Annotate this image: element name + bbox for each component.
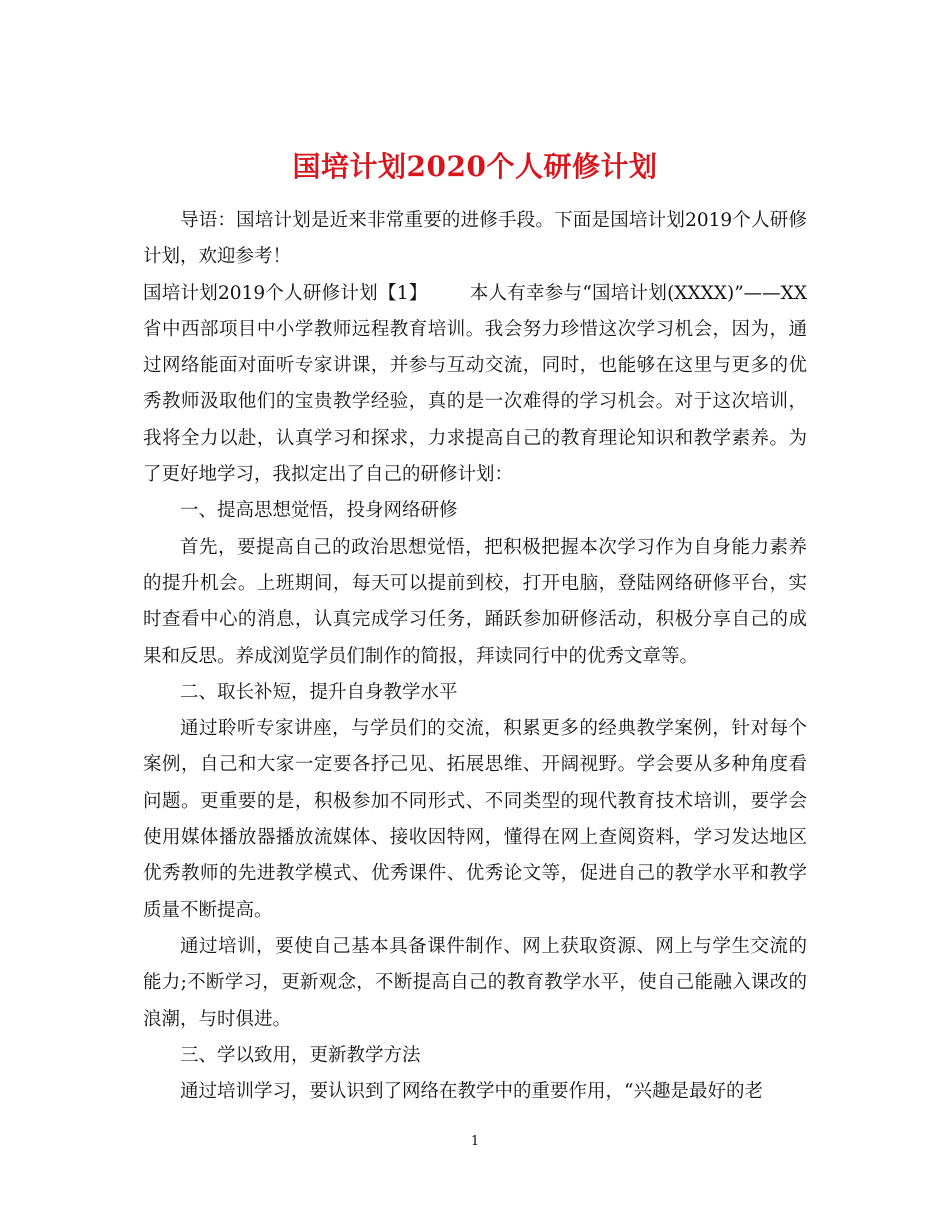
body-paragraph-5: 通过培训学习，要认识到了网络在教学中的重要作用，“兴趣是最好的老 <box>180 1081 763 1103</box>
body-paragraph-1: 本人有幸参与“国培计划(XXXX)”——XX省中西部项目中小学教师远程教育培训。我会努力珍惜这次学习机会，因为，通过网络能面对面听专家讲课，并参与互动交流，同时，也能够在这里与更多的优秀教师汲取他们的宝贵教学经验，真的是一次难得的学习机会。对于这次培训，我将全力以赴，认真学习和探求，力求提高自己的教育理论知识和教学素养。为了更好地学习，我拟定出了自己的研修计划： <box>143 282 807 486</box>
document-title: 国培计划2020个人研修计划 <box>292 149 658 183</box>
heading-3: 三、学以致用，更新教学方法 <box>180 1044 421 1066</box>
page-number: 1 <box>470 1134 480 1149</box>
section-heading: 国培计划2019个人研修计划【1】 <box>143 282 428 304</box>
body-paragraph-4: 通过培训，要使自己基本具备课件制作、网上获取资源、网上与学生交流的能力;不断学习，更新观念，不断提高自己的教育教学水平，使自己能融入课改的浪潮，与时俱进。 <box>143 935 807 1030</box>
heading-2: 二、取长补短，提升自身教学水平 <box>180 681 458 703</box>
body-paragraph-3: 通过聆听专家讲座，与学员们的交流，积累更多的经典教学案例，针对每个案例，自己和大家一定要各抒己见、拓展思维、开阔视野。学会要从多种角度看问题。更重要的是，积极参加不同形式、不同类型的现代教育技术培训，要学会使用媒体播放器播放流媒体、接收因特网，懂得在网上查阅资料，学习发达地区优秀教师的先进教学模式、优秀课件、优秀论文等，促进自己的教学水平和教学质量不断提高。 <box>143 718 807 921</box>
section-paragraph <box>143 276 807 494</box>
document-body <box>143 203 807 1110</box>
body-paragraph-2: 首先，要提高自己的政治思想觉悟，把积极把握本次学习作为自身能力素养的提升机会。上班期间，每天可以提前到校，打开电脑，登陆网络研修平台，实时查看中心的消息，认真完成学习任务，踊跃参加研修活动，积极分享自己的成果和反思。养成浏览学员们制作的简报，拜读同行中的优秀文章等。 <box>143 536 807 667</box>
heading-1: 一、提高思想觉悟，投身网络研修 <box>180 500 458 522</box>
intro-paragraph: 导语：国培计划是近来非常重要的进修手段。下面是国培计划2019个人研修计划，欢迎参考！ <box>143 210 807 268</box>
